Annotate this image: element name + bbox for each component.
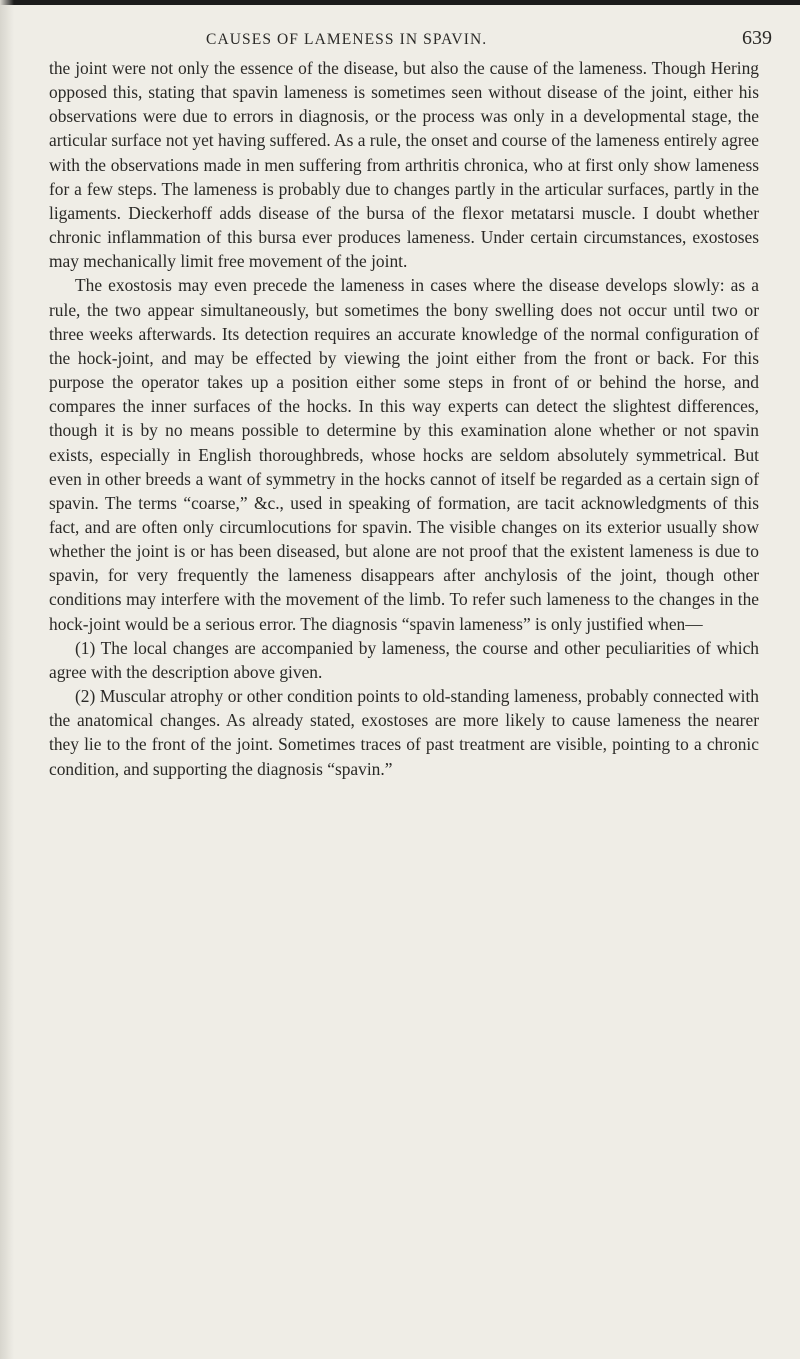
paragraph-continued: the joint were not only the essence of the disease, but also the cause of the lameness. Though Hering opposed this, stating that spavin lameness is sometimes seen without disease of the joint, either his observations were due to errors in diagnosis, or the process was only in a developmental stage, the articular surface not yet having suffered. As a rule, the onset and course of the lameness entirely agree with the observations made in men suffering from arthritis chronica, who at first only show lameness for a few steps. The lameness is probably due to changes partly in the articular surfaces, partly in the ligaments. Dieckerhoff adds disease of the bursa of the flexor metatarsi muscle. I doubt whether chronic inflammation of this bursa ever produces lameness. Under certain circumstances, exostoses may mechanically limit free movement of the joint. [49, 58, 760, 272]
body-text [49, 56, 759, 781]
page-number: 639 [742, 27, 772, 49]
page-binding-shadow [0, 0, 14, 1359]
paragraph-exostosis: The exostosis may even precede the lameness in cases where the disease develops slowly: as a rule, the two appear simultaneously, but sometimes the bony swelling does not occur until two or three weeks afterwards. Its detection requires an accurate knowledge of the normal configuration of the hock-joint, and may be effected by viewing the joint either from the front or back. For this purpose the operator takes up a position either some steps in front of or behind the horse, and compares the inner surfaces of the hocks. In this way experts can detect the slightest differences, though it is by no means possible to determine by this examination alone whether or not spavin exists, especially in English thoroughbreds, whose hocks are seldom absolutely symmetrical. But even in other breeds a want of symmetry in the hocks cannot of itself be regarded as a certain sign of spavin. The terms “coarse,” &c., used in speaking of formation, are tacit acknowledgments of this fact, and are often only circumlocutions for spavin. The visible changes on its exterior usually show whether the joint is or has been diseased, but alone are not proof that the existent lameness is due to spavin, for very frequently the lameness disappears after anchylosis of the joint, though other conditions may interfere with the movement of the limb. To refer such lameness to the changes in the hock-joint would be a serious error. The diagnosis “spavin lameness” is only justified when— [49, 275, 759, 634]
criterion-2: (2) Muscular atrophy or other condition points to old-standing lameness, probably connected with the anatomical changes. As already stated, exostoses are more likely to cause lameness the nearer they lie to the front of the joint. Sometimes traces of past treatment are visible, pointing to a chronic condition, and supporting the diagnosis “spavin.” [49, 686, 759, 779]
top-edge-rule [0, 0, 800, 5]
criterion-1: (1) The local changes are accompanied by lameness, the course and other peculiarities of which agree with the description above given. [49, 637, 759, 682]
running-title: CAUSES OF LAMENESS IN SPAVIN. [206, 31, 488, 48]
